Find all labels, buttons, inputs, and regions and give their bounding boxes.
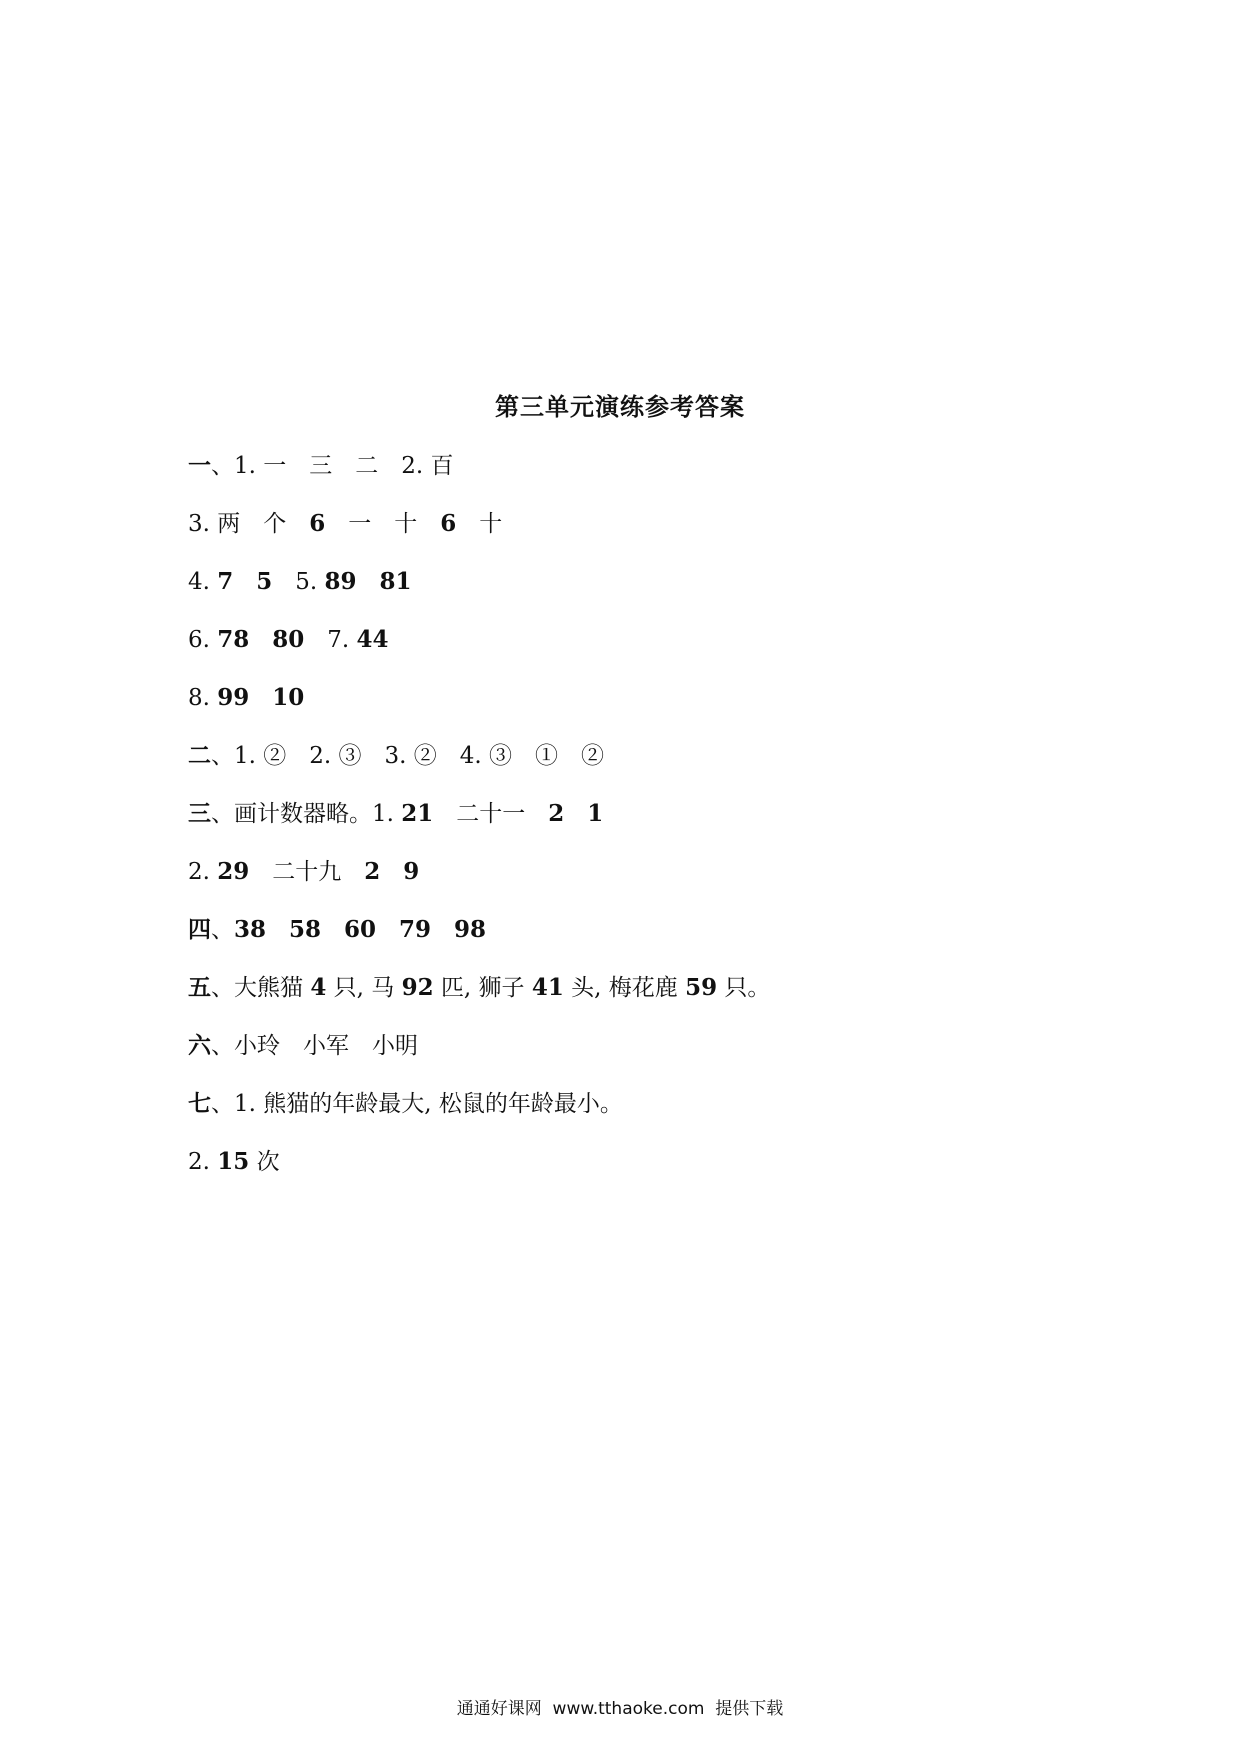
answer-text: 、 xyxy=(211,917,234,943)
answer-text: 、大熊猫 xyxy=(211,975,311,1001)
answer-text: 7. xyxy=(304,627,357,653)
answer-text: 2 9 xyxy=(364,858,420,885)
answer-text: 3. 两 个 xyxy=(188,511,310,537)
answer-text: 二十九 xyxy=(249,859,365,885)
answer-text: 、1. ② 2. ③ 3. ② 4. ③ ① ② xyxy=(211,743,605,769)
answer-text: 38 58 60 79 98 xyxy=(234,916,487,943)
answer-text: 次 xyxy=(249,1149,280,1175)
answer-text: 、画计数器略。1. xyxy=(211,801,402,827)
answer-text: 89 81 xyxy=(324,568,412,595)
answer-text: 6. xyxy=(188,627,218,653)
answer-text: 6 xyxy=(309,510,326,537)
answer-text: 2. xyxy=(188,859,218,885)
section-number: 一 xyxy=(188,453,211,479)
answer-text: 、1. 熊猫的年龄最大, 松鼠的年龄最小。 xyxy=(211,1091,623,1117)
answer-text: 21 xyxy=(401,800,434,827)
answer-line xyxy=(188,1028,418,1064)
answer-text: 只。 xyxy=(717,975,771,1001)
answer-line xyxy=(188,970,770,1006)
answer-text: 92 xyxy=(401,974,434,1001)
answer-text: 头, 梅花鹿 xyxy=(563,975,686,1001)
answer-text: 59 xyxy=(685,974,718,1001)
answer-text: 匹, 狮子 xyxy=(433,975,532,1001)
answer-line xyxy=(188,622,389,658)
page-title: 第三单元演练参考答案 xyxy=(495,393,745,421)
section-number: 七 xyxy=(188,1091,211,1117)
answer-line xyxy=(188,1144,280,1180)
answer-text: 15 xyxy=(217,1148,250,1175)
answer-text: 7 5 xyxy=(217,568,273,595)
section-number: 五 xyxy=(188,975,211,1001)
answer-line xyxy=(188,680,304,716)
answer-text: 6 xyxy=(440,510,457,537)
section-number: 六 xyxy=(188,1033,211,1059)
answer-text: 8. xyxy=(188,685,218,711)
answer-text: 只, 马 xyxy=(326,975,402,1001)
answer-text: 44 xyxy=(356,626,389,653)
answer-text: 十 xyxy=(456,511,503,537)
answer-text: 2. xyxy=(188,1149,218,1175)
answer-line xyxy=(188,912,486,948)
answer-line xyxy=(188,854,419,890)
answer-text: 78 80 xyxy=(217,626,305,653)
answer-line xyxy=(188,1086,623,1122)
answer-text: 、小玲 小军 小明 xyxy=(211,1033,418,1059)
answer-text: 99 10 xyxy=(217,684,305,711)
section-number: 二 xyxy=(188,743,211,769)
section-number: 四 xyxy=(188,917,211,943)
answer-text: 2 1 xyxy=(548,800,604,827)
answer-text: 5. xyxy=(272,569,325,595)
answer-line xyxy=(188,796,603,832)
answer-line xyxy=(188,448,454,484)
section-number: 三 xyxy=(188,801,211,827)
answer-line xyxy=(188,738,604,774)
answer-text: 4. xyxy=(188,569,218,595)
answer-text: 4 xyxy=(310,974,327,1001)
answer-text: 41 xyxy=(531,974,564,1001)
answer-text: 二十一 xyxy=(433,801,549,827)
answer-text: 、1. 一 三 二 2. 百 xyxy=(211,453,454,479)
answer-line xyxy=(188,506,502,542)
answer-text: 29 xyxy=(217,858,250,885)
answer-text: 一 十 xyxy=(325,511,441,537)
footer-credit: 通通好课网 www.tthaoke.com 提供下载 xyxy=(456,1699,784,1719)
answer-line xyxy=(188,564,412,600)
